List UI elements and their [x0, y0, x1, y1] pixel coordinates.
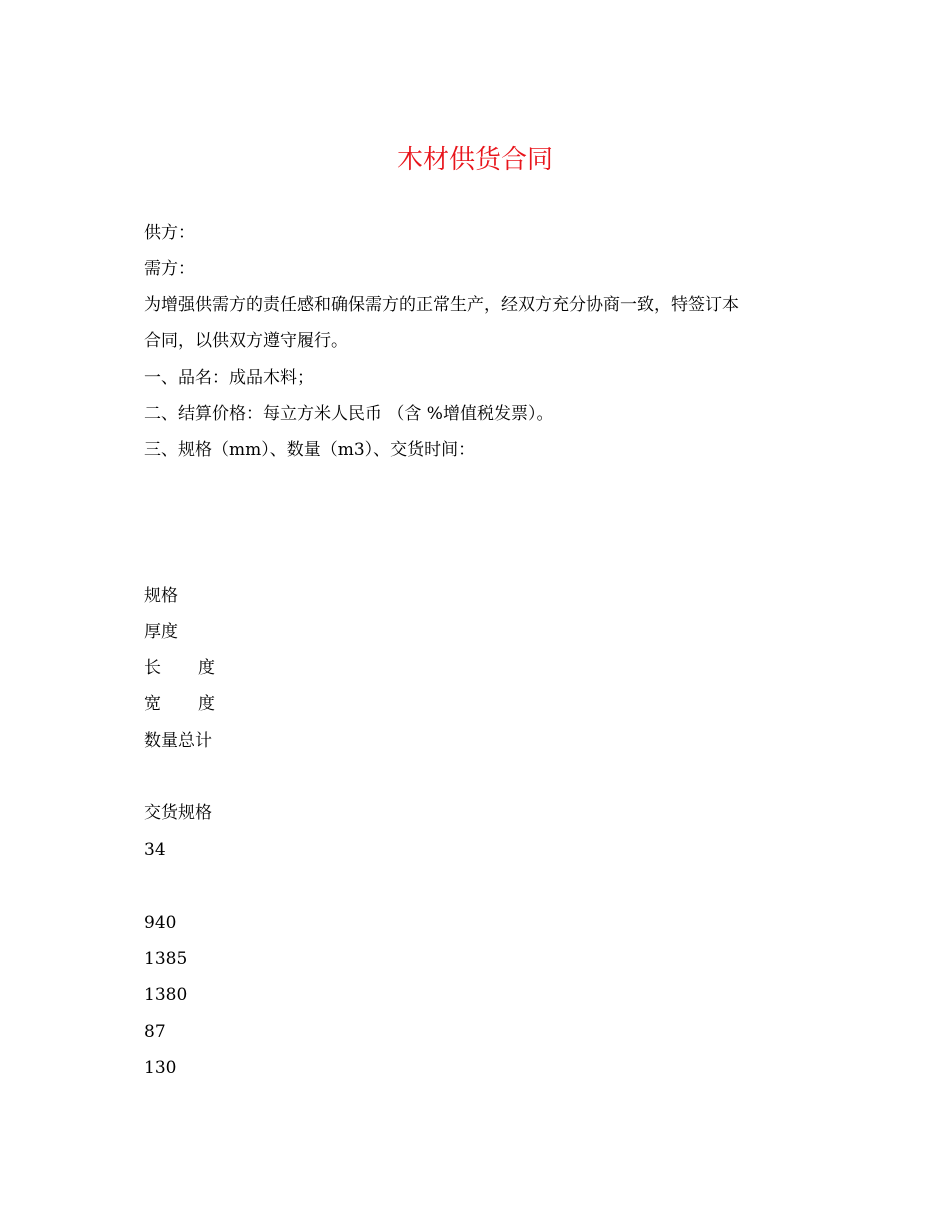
spec-value: 940	[144, 913, 177, 933]
preamble-line-1: 为增强供需方的责任感和确保需方的正常生产，经双方充分协商一致，特签订本	[144, 295, 739, 315]
width-label	[144, 692, 215, 716]
spec-value: 130	[144, 1058, 177, 1078]
spec-label: 规格	[144, 586, 178, 606]
preamble-line-2: 合同，以供双方遵守履行。	[144, 331, 348, 351]
width-label-char-2: 度	[198, 694, 215, 714]
length-label-char-2: 度	[198, 658, 215, 678]
quantity-total-label: 数量总计	[144, 731, 212, 751]
delivery-spec-label: 交货规格	[144, 803, 212, 823]
spec-value: 1385	[144, 949, 188, 969]
clause-settlement-price: 二、结算价格：每立方米人民币 （含 %增值税发票）。	[144, 404, 554, 424]
clause-specification: 三、规格（mm）、数量（m3）、交货时间：	[144, 440, 476, 460]
supplier-label: 供方：	[144, 223, 195, 243]
width-label-char-1: 宽	[144, 694, 161, 714]
document-title: 木材供货合同	[396, 145, 553, 175]
thickness-label: 厚度	[144, 622, 178, 642]
spec-value: 34	[144, 840, 166, 860]
length-label	[144, 656, 215, 680]
spec-value: 87	[144, 1022, 166, 1042]
clause-product-name: 一、品名：成品木料；	[144, 368, 314, 388]
length-label-char-1: 长	[144, 658, 161, 678]
buyer-label: 需方：	[144, 259, 195, 279]
spec-value: 1380	[144, 985, 188, 1005]
